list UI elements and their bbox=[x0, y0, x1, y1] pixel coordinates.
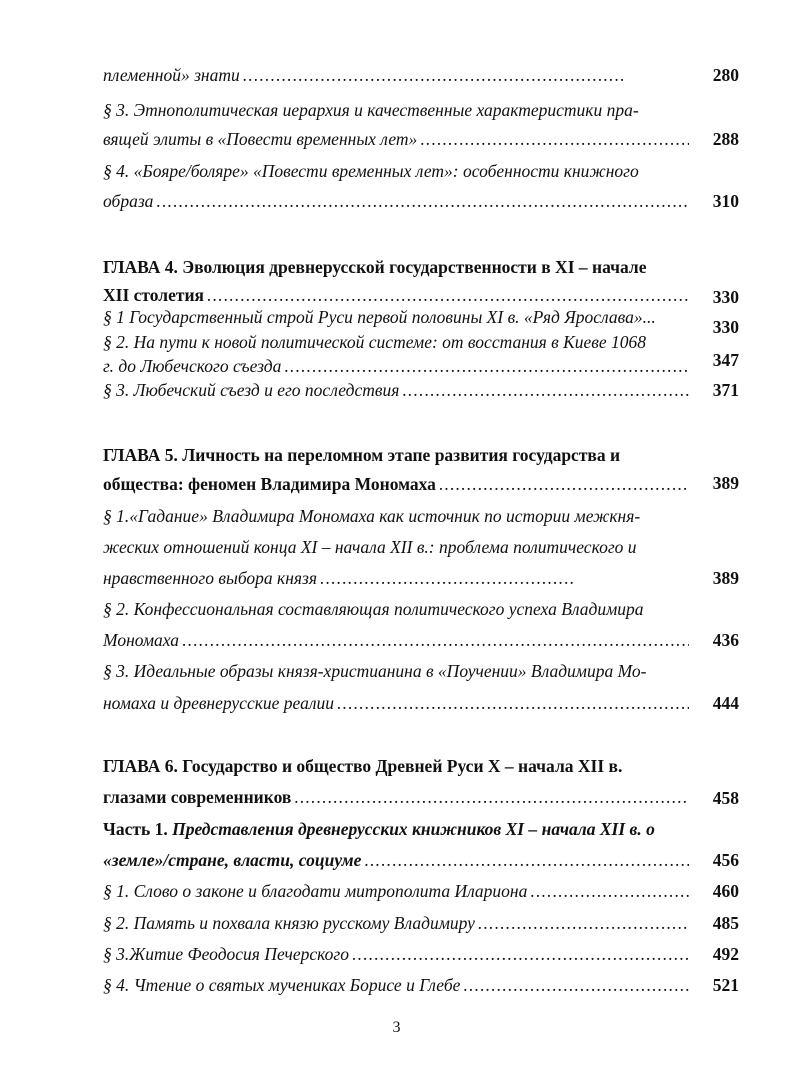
toc-page-ref: 389 bbox=[712, 473, 739, 493]
chapter-heading: ГЛАВА 6. Государство и общество Древней Руси X – начала XII в. bbox=[103, 756, 623, 776]
toc-page-ref: 436 bbox=[712, 630, 739, 650]
toc-page-ref: 458 bbox=[712, 788, 739, 808]
toc-line: § 3. Идеальные образы князя-христианина в «Поучении» Владимира Мо- bbox=[103, 661, 647, 681]
chapter-heading: глазами современников . . . bbox=[103, 786, 689, 808]
toc-line: § 3.Житие Феодосия Печерского . . . bbox=[103, 943, 689, 965]
toc-page-ref: 280 bbox=[712, 65, 739, 85]
toc-line: § 2. На пути к новой политической системе: от восстания в Киеве 1068 bbox=[103, 332, 646, 352]
toc-page-ref: 460 bbox=[712, 881, 739, 901]
chapter-heading: XII столетия . . . bbox=[103, 284, 689, 306]
toc-line: § 2. Конфессиональная составляющая политического успеха Владимира bbox=[103, 599, 644, 619]
toc-page-ref: 492 bbox=[712, 944, 739, 964]
toc-line: Часть 1. Представления древнерусских книжников XI – начала XII в. о bbox=[103, 819, 655, 839]
toc-line: § 3. Этнополитическая иерархия и качественные характеристики пра- bbox=[103, 100, 639, 120]
toc-line: нравственного выбора князя . . . bbox=[103, 567, 573, 589]
chapter-heading: ГЛАВА 5. Личность на переломном этапе развития государства и bbox=[103, 445, 621, 465]
toc-page-ref: 330 bbox=[712, 287, 739, 307]
part-label: Часть 1. bbox=[103, 819, 168, 839]
toc-line: жеских отношений конца XI – начала XII в.: проблема политического и bbox=[103, 537, 637, 557]
toc-line: номаха и древнерусские реалии . . . bbox=[103, 692, 689, 714]
toc-page-ref: 521 bbox=[712, 975, 739, 995]
toc-line: § 2. Память и похвала князю русскому Владимиру . . . bbox=[103, 912, 689, 934]
chapter-heading: ГЛАВА 4. Эволюция древнерусской государственности в XI – начале bbox=[103, 257, 647, 277]
toc-line: § 1 Государственный строй Руси первой половины XI в. «Ряд Ярослава»... bbox=[103, 307, 656, 327]
toc-line: «земле»/стране, власти, социуме . . . bbox=[103, 849, 689, 871]
toc-page-ref: 444 bbox=[712, 693, 739, 713]
toc-page-ref: 310 bbox=[712, 191, 739, 211]
toc-line: § 4. «Бояре/боляре» «Повести временных лет»: особенности книжного bbox=[103, 161, 639, 181]
toc-page-ref: 347 bbox=[712, 350, 739, 370]
toc-line: § 1. Слово о законе и благодати митрополита Илариона . . . bbox=[103, 880, 689, 902]
toc-page-ref: 456 bbox=[712, 850, 739, 870]
page-number: 3 bbox=[392, 1019, 401, 1036]
toc-page-ref: 389 bbox=[712, 568, 739, 588]
toc-line: § 4. Чтение о святых мучениках Борисе и Глебе . . . bbox=[103, 974, 689, 996]
toc-line: племенной» знати . . . bbox=[103, 64, 623, 86]
toc-line: § 1.«Гадание» Владимира Мономаха как источник по истории межкня- bbox=[103, 506, 641, 526]
toc-page-ref: 371 bbox=[712, 380, 739, 400]
toc-line: вящей элиты в «Повести временных лет» . . . bbox=[103, 128, 689, 150]
toc-line: § 3. Любечский съезд и его последствия . . . bbox=[103, 379, 689, 401]
toc-page-ref: 330 bbox=[712, 317, 739, 337]
toc-page-ref: 485 bbox=[712, 913, 739, 933]
toc-line: образа . . . bbox=[103, 190, 689, 212]
toc-line: Мономаха . . . bbox=[103, 629, 689, 651]
chapter-heading: общества: феномен Владимира Мономаха . . . bbox=[103, 473, 689, 495]
toc-page-ref: 288 bbox=[712, 129, 739, 149]
toc-line: г. до Любечского съезда . . . bbox=[103, 355, 689, 377]
